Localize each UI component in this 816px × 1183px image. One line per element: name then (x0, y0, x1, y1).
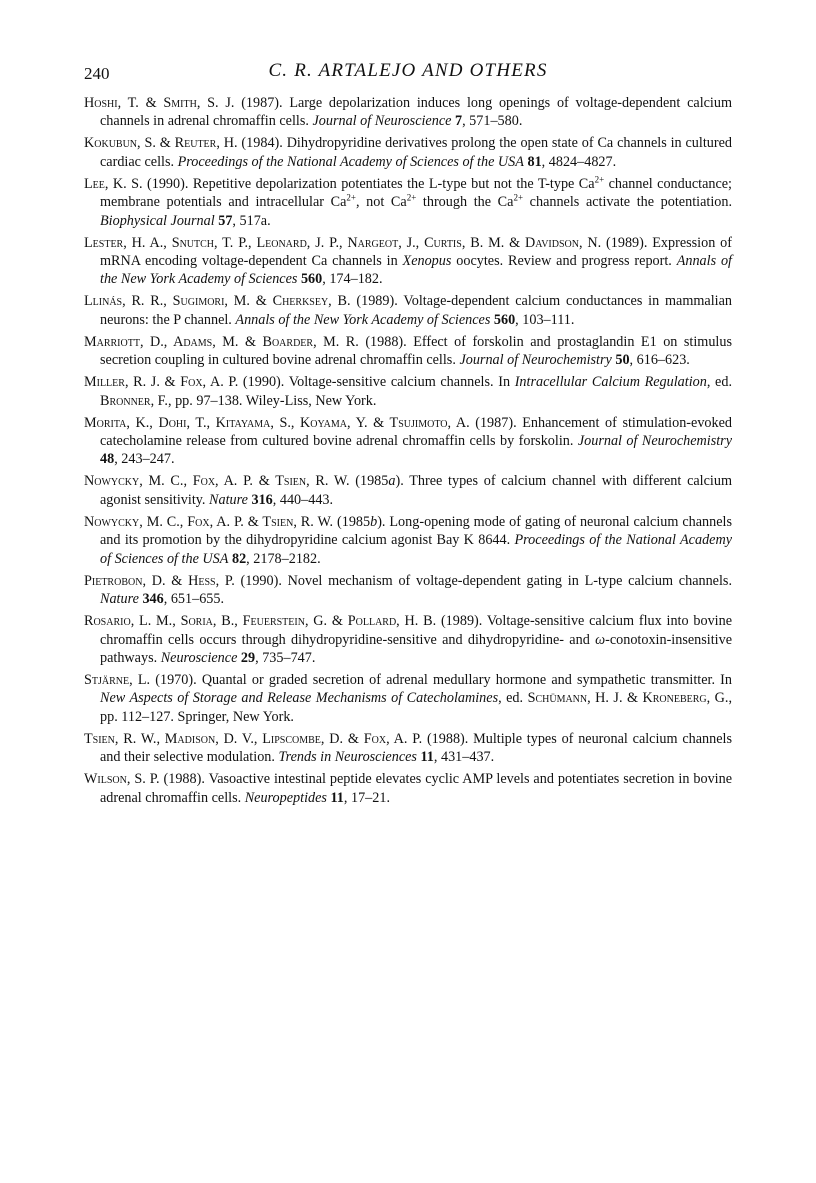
ref-pages: , 17–21. (343, 789, 390, 806)
ref-volume: 81 (527, 153, 542, 170)
ref-title: through the Ca (416, 194, 514, 211)
ref-year-suffix: a (388, 473, 396, 490)
ref-editor: Bronner, F. (100, 392, 168, 409)
ref-title: -conotoxin-insensitive pathways. (100, 631, 732, 666)
ref-title: channels activate the potentiation. (523, 194, 732, 211)
ref-title: Dihydropyridine derivatives prolong the open state of Ca channels in cultured cardiac cells. (100, 135, 732, 170)
ref-volume: 11 (330, 789, 344, 806)
ref-volume: 82 (231, 550, 247, 567)
ref-volume: 11 (420, 749, 434, 766)
ref-journal: Proceedings of the National Academy of Sciences of the USA (100, 532, 733, 567)
reference-item (84, 472, 732, 509)
ref-pages: , 735–747. (255, 649, 316, 666)
reference-item (84, 671, 732, 726)
ref-year: (1989). (436, 613, 487, 630)
page (84, 58, 732, 811)
ref-title: Vasoactive intestinal peptide elevates cyclic AMP levels and potentiates secretion in bovine adrenal chromaffin cells. (100, 771, 732, 806)
ref-title: oocytes. Review and progress report. (451, 253, 677, 270)
ref-title-italic: ω (595, 631, 606, 648)
ref-title: Multiple types of neuronal calcium channels and their selective modulation. (100, 730, 732, 766)
ref-year: (1987). (234, 95, 290, 111)
page-number: 240 (84, 64, 110, 83)
ref-year: (1988). (159, 771, 209, 788)
ref-pages: , 616–623. (629, 352, 690, 369)
reference-item (84, 612, 732, 667)
ref-pages: , 440–443. (272, 491, 334, 508)
ref-book: Intracellular Calcium Regulation (514, 374, 707, 391)
ref-journal: Journal of Neurochemistry (577, 433, 732, 450)
ref-title: Quantal or graded secretion of adrenal medullary hormone and sympathetic transmitter. In (201, 671, 732, 688)
reference-item (84, 175, 732, 230)
ref-title: channel conductance; membrane potentials and intracellular Ca (100, 175, 732, 211)
ref-year: (1990). (234, 572, 288, 589)
ref-title: Expression of mRNA encoding voltage-dependent Ca channels in (100, 234, 732, 270)
ref-title: Large depolarization induces long openings of voltage-dependent calcium channels in adrenal chromaffin cells. (100, 95, 733, 130)
ref-journal: Neuroscience (160, 649, 238, 666)
ref-year-suffix: b (370, 513, 378, 530)
ref-pages: , 651–655. (163, 591, 225, 608)
ref-year: (1989). (350, 293, 404, 310)
reference-item (84, 333, 732, 370)
ref-year: (1990). (142, 175, 193, 192)
ref-authors: Lester, H. A., Snutch, T. P., Leonard, J. P., Nargeot, J., Curtis, B. M. & Davidson, N. (84, 234, 602, 251)
reference-item (84, 513, 732, 568)
ref-title: Three types of calcium channel with different calcium agonist sensitivity. (100, 473, 732, 508)
ref-editor-prefix: , ed. (706, 374, 732, 391)
ref-authors: Pietrobon, D. & Hess, P. (84, 572, 235, 589)
ref-year: (1985 (349, 473, 389, 490)
ref-volume: 29 (240, 649, 256, 666)
ref-pages: , pp. 112–127. Springer, New York. (100, 690, 732, 725)
ref-journal: Nature (100, 591, 139, 608)
ref-year: (1987). (469, 414, 523, 431)
ref-pages: , 4824–4827. (541, 153, 617, 170)
ref-title: , not Ca (355, 194, 407, 211)
ref-year: (1984). (237, 135, 287, 152)
ref-volume: 50 (615, 352, 630, 369)
ref-volume: 560 (300, 271, 323, 288)
ref-title: Repetitive depolarization potentiates the L-type but not the T-type Ca (192, 175, 595, 192)
ref-title: Voltage-sensitive calcium channels. In (288, 374, 515, 391)
reference-item (84, 373, 732, 410)
ref-book: New Aspects of Storage and Release Mechanisms of Catecholamines (100, 690, 499, 707)
running-head: C. R. ARTALEJO AND OTHERS (268, 60, 548, 81)
ref-pages: , 2178–2182. (246, 550, 321, 567)
ref-year: ). (395, 473, 410, 490)
ref-title: Novel mechanism of voltage-dependent gating in L-type calcium channels. (287, 572, 732, 589)
ref-journal: Annals of the New York Academy of Sciences (235, 311, 491, 328)
ref-year: (1990). (238, 374, 289, 391)
ref-authors: Wilson, S. P. (84, 771, 160, 788)
ref-journal: Proceedings of the National Academy of Sciences of the USA (177, 153, 524, 170)
ref-authors: Stjärne, L. (84, 671, 151, 688)
ref-editor-prefix: , ed. (498, 690, 528, 707)
ref-year: ). (377, 513, 390, 530)
ref-year: (1988). (422, 730, 474, 747)
ref-volume: 346 (142, 591, 164, 608)
reference-item (84, 292, 732, 329)
reference-item (84, 94, 732, 131)
ref-title: Effect of forskolin and prostaglandin E1 on stimulus secretion coupling in cultured bovine adrenal chromaffin cells. (100, 333, 732, 369)
ref-superscript: 2+ (594, 174, 605, 185)
ref-title: Voltage-dependent calcium conductances in mammalian neurons: the P channel. (100, 293, 732, 328)
ref-pages: , 174–182. (322, 271, 383, 288)
ref-year: (1989). (601, 234, 653, 251)
ref-authors: Lee, K. S. (84, 175, 143, 192)
ref-authors: Tsien, R. W., Madison, D. V., Lipscombe, D. & Fox, A. P. (84, 730, 423, 747)
ref-authors: Marriott, D., Adams, M. & Boarder, M. R. (84, 333, 359, 350)
ref-journal: Neuropeptides (244, 789, 327, 806)
ref-journal: Journal of Neuroscience (312, 113, 452, 130)
reference-item (84, 134, 732, 171)
ref-title: Voltage-sensitive calcium flux into bovine chromaffin cells occurs through dihydropyridine-sensitive and dihydropyridine- and (100, 613, 732, 648)
ref-title: Long-opening mode of gating of neuronal calcium channels and its promotion by the dihydropyridine calcium agonist Bay K 8644. (100, 513, 732, 549)
ref-volume: 57 (218, 212, 233, 229)
ref-volume: 7 (454, 113, 463, 130)
ref-volume: 316 (251, 491, 273, 508)
ref-superscript: 2+ (346, 192, 356, 203)
ref-journal: Nature (209, 491, 248, 508)
ref-pages: , 431–437. (433, 749, 495, 766)
ref-title: Enhancement of stimulation-evoked catecholamine release from cultured bovine adrenal chromaffin cells by forskolin. (100, 414, 732, 450)
ref-pages: , 243–247. (114, 451, 175, 468)
ref-authors: Kokubun, S. & Reuter, H. (84, 135, 238, 152)
ref-year: (1985 (333, 513, 371, 530)
reference-item (84, 770, 732, 807)
ref-pages: , 517a. (232, 212, 271, 229)
ref-superscript: 2+ (406, 192, 417, 203)
ref-title-italic: Xenopus (402, 253, 452, 270)
ref-journal: Trends in Neurosciences (278, 749, 417, 766)
ref-journal: Journal of Neurochemistry (459, 352, 612, 369)
ref-pages: , pp. 97–138. Wiley-Liss, New York. (167, 392, 377, 409)
ref-pages: , 571–580. (462, 113, 523, 130)
ref-year: (1970). (150, 671, 202, 688)
ref-year: (1988). (358, 333, 414, 350)
ref-volume: 48 (100, 451, 115, 468)
reference-item (84, 572, 732, 609)
ref-journal: Annals of the New York Academy of Sciences (100, 253, 732, 288)
reference-list (84, 94, 732, 807)
ref-pages: , 103–111. (515, 311, 575, 328)
ref-volume: 560 (493, 311, 516, 328)
ref-authors: Llinás, R. R., Sugimori, M. & Cherksey, B. (84, 293, 351, 310)
ref-authors: Morita, K., Dohi, T., Kitayama, S., Koyama, Y. & Tsujimoto, A. (84, 414, 470, 431)
ref-editor: Schümann, H. J. & Kroneberg, G. (527, 690, 729, 707)
page-header (84, 58, 732, 88)
reference-item (84, 730, 732, 767)
ref-authors: Nowycky, M. C., Fox, A. P. & Tsien, R. W. (84, 473, 350, 490)
ref-authors: Hoshi, T. & Smith, S. J. (84, 95, 235, 111)
ref-authors: Nowycky, M. C., Fox, A. P. & Tsien, R. W. (84, 513, 334, 530)
ref-superscript: 2+ (513, 192, 524, 203)
reference-item (84, 414, 732, 469)
reference-item (84, 234, 732, 289)
ref-authors: Rosario, L. M., Soria, B., Feuerstein, G. & Pollard, H. B. (84, 613, 437, 630)
ref-journal: Biophysical Journal (100, 212, 215, 229)
ref-authors: Miller, R. J. & Fox, A. P. (84, 374, 239, 391)
